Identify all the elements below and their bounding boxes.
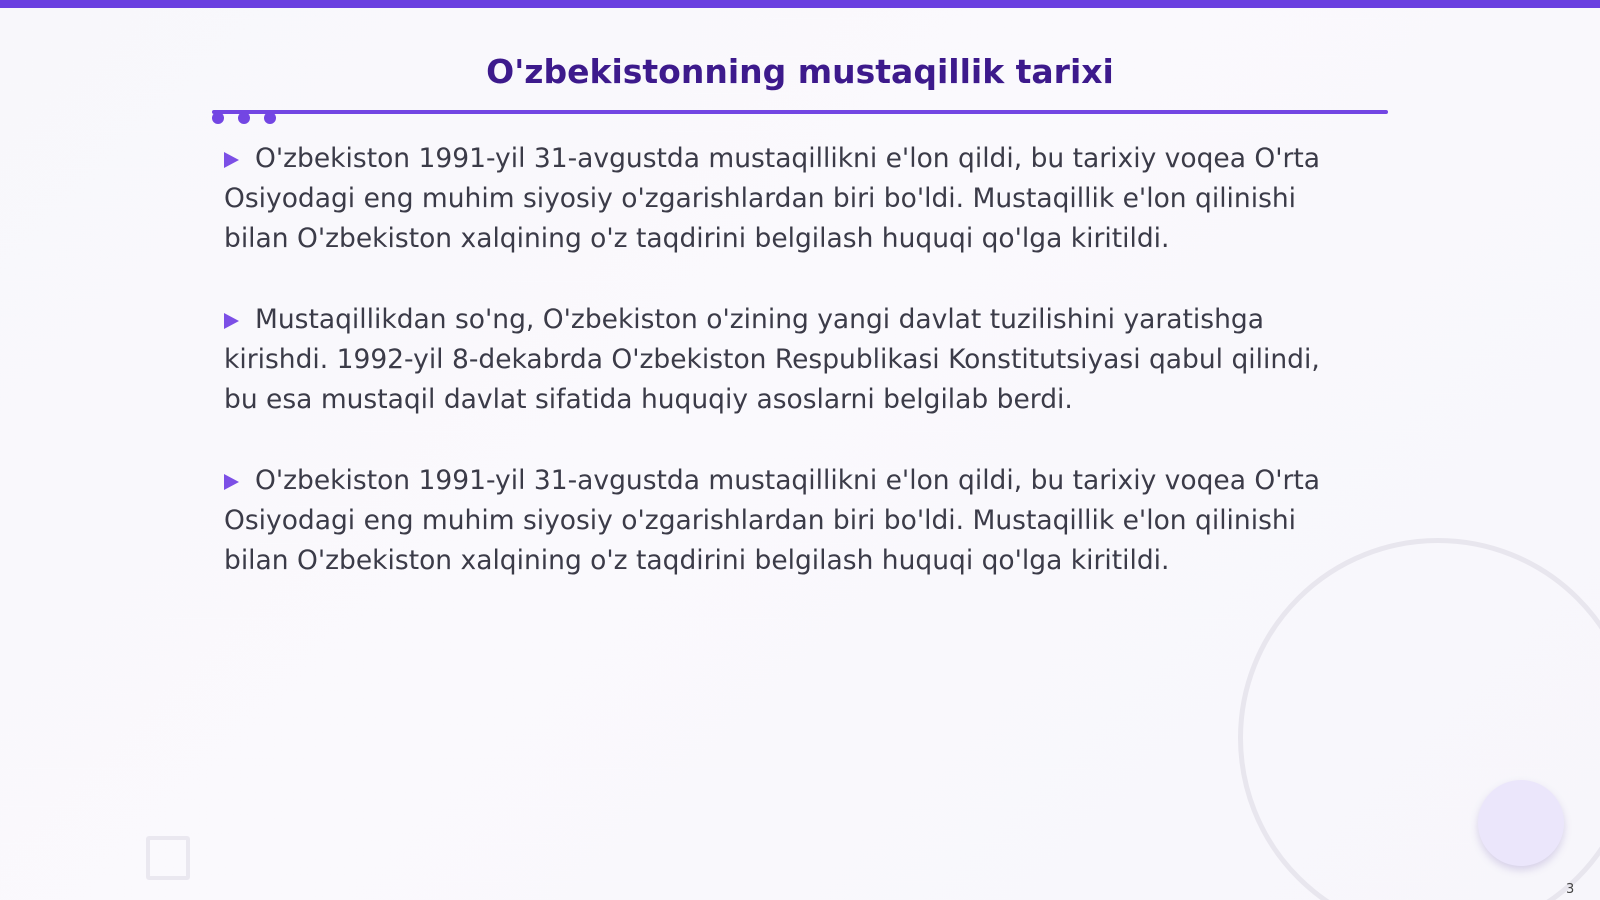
decor-dot-3	[264, 112, 276, 124]
bullet-text-1: O'zbekiston 1991-yil 31-avgustda mustaqillikni e'lon qildi, bu tarixiy voqea O'rta Osiyodagi eng muhim siyosiy o'zgarishlardan biri bo'ldi. Mustaqillik e'lon qilinishi bilan O'zbekiston xalqining o'z taqdirini belgilash huquqi qo'lga kiritildi.	[224, 143, 1321, 254]
bullet-item-3	[224, 461, 1354, 581]
page-number: 3	[1566, 882, 1575, 897]
triangle-right-icon	[224, 152, 239, 168]
bullet-list	[224, 139, 1354, 622]
bullet-item-1	[224, 139, 1354, 259]
decor-circle	[1478, 780, 1564, 866]
decor-dot-1	[212, 112, 224, 124]
decor-dot-2	[238, 112, 250, 124]
triangle-right-icon	[224, 313, 239, 329]
bullet-text-3: O'zbekiston 1991-yil 31-avgustda mustaqillikni e'lon qildi, bu tarixiy voqea O'rta Osiyodagi eng muhim siyosiy o'zgarishlardan biri bo'ldi. Mustaqillik e'lon qilinishi bilan O'zbekiston xalqining o'z taqdirini belgilash huquqi qo'lga kiritildi.	[224, 465, 1321, 576]
slide-title: O'zbekistonning mustaqillik tarixi	[486, 52, 1114, 91]
title-underline	[212, 110, 1388, 114]
bullet-item-2	[224, 300, 1354, 420]
bullet-text-2: Mustaqillikdan so'ng, O'zbekiston o'zining yangi davlat tuzilishini yaratishga kirishdi. 1992-yil 8-dekabrda O'zbekiston Respublikasi Konstitutsiyasi qabul qilindi, bu esa mustaqil davlat sifatida huquqiy asoslarni belgilab berdi.	[224, 304, 1320, 415]
top-accent-bar	[0, 0, 1600, 8]
decor-square	[146, 836, 190, 880]
triangle-right-icon	[224, 474, 239, 490]
